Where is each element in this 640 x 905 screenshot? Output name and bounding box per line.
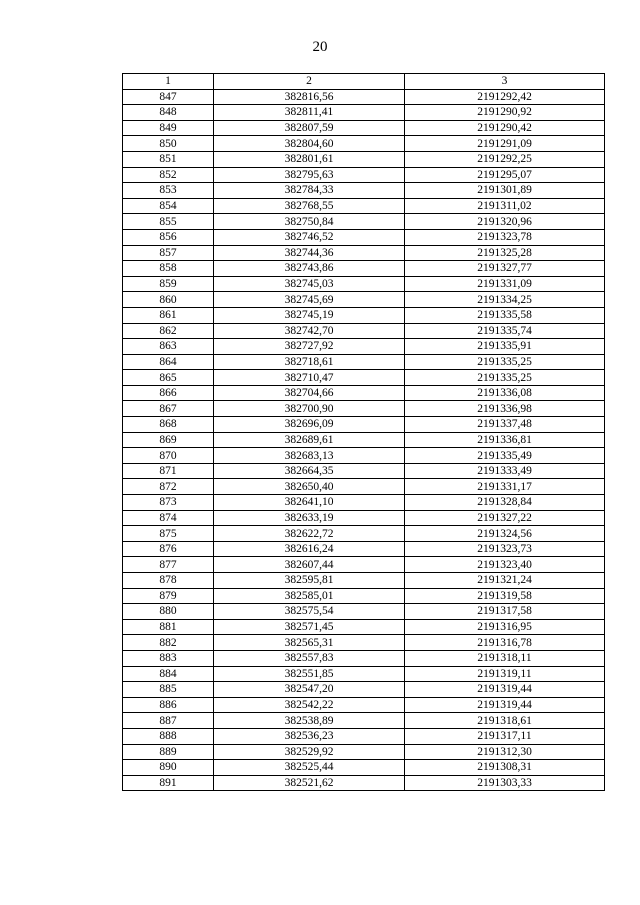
point-number-cell: 889 [123,744,214,760]
table-row [123,198,605,214]
x-coordinate-cell: 382633,19 [214,510,405,526]
x-coordinate-cell: 382801,61 [214,151,405,167]
y-coordinate-cell: 2191295,07 [405,167,605,183]
point-number-cell: 858 [123,261,214,277]
table-row [123,448,605,464]
point-number-cell: 850 [123,136,214,152]
y-coordinate-cell: 2191290,92 [405,105,605,121]
x-coordinate-cell: 382745,19 [214,307,405,323]
y-coordinate-cell: 2191301,89 [405,183,605,199]
x-coordinate-cell: 382664,35 [214,463,405,479]
y-coordinate-cell: 2191318,11 [405,650,605,666]
table-row [123,526,605,542]
x-coordinate-cell: 382521,62 [214,775,405,791]
y-coordinate-cell: 2191327,22 [405,510,605,526]
point-number-cell: 857 [123,245,214,261]
table-row [123,775,605,791]
x-coordinate-cell: 382607,44 [214,557,405,573]
point-number-cell: 885 [123,682,214,698]
point-number-cell: 848 [123,105,214,121]
table-row [123,401,605,417]
x-coordinate-cell: 382784,33 [214,183,405,199]
table-row [123,744,605,760]
y-coordinate-cell: 2191327,77 [405,261,605,277]
y-coordinate-cell: 2191331,17 [405,479,605,495]
point-number-cell: 852 [123,167,214,183]
x-coordinate-cell: 382745,03 [214,276,405,292]
point-number-cell: 880 [123,604,214,620]
x-coordinate-cell: 382565,31 [214,635,405,651]
x-coordinate-cell: 382542,22 [214,697,405,713]
point-number-cell: 873 [123,495,214,511]
x-coordinate-cell: 382804,60 [214,136,405,152]
x-coordinate-cell: 382700,90 [214,401,405,417]
y-coordinate-cell: 2191335,49 [405,448,605,464]
table-row [123,760,605,776]
y-coordinate-cell: 2191291,09 [405,136,605,152]
x-coordinate-cell: 382525,44 [214,760,405,776]
table-row [123,151,605,167]
table-row [123,557,605,573]
x-coordinate-cell: 382743,86 [214,261,405,277]
point-number-cell: 855 [123,214,214,230]
y-coordinate-cell: 2191308,31 [405,760,605,776]
y-coordinate-cell: 2191336,81 [405,432,605,448]
y-coordinate-cell: 2191323,73 [405,541,605,557]
x-coordinate-cell: 382536,23 [214,728,405,744]
y-coordinate-cell: 2191333,49 [405,463,605,479]
table-row [123,604,605,620]
point-number-cell: 882 [123,635,214,651]
column-header-3: 3 [405,74,605,90]
point-number-cell: 863 [123,339,214,355]
x-coordinate-cell: 382571,45 [214,619,405,635]
y-coordinate-cell: 2191318,61 [405,713,605,729]
point-number-cell: 859 [123,276,214,292]
point-number-cell: 887 [123,713,214,729]
column-header-2: 2 [214,74,405,90]
x-coordinate-cell: 382710,47 [214,370,405,386]
x-coordinate-cell: 382816,56 [214,89,405,105]
point-number-cell: 879 [123,588,214,604]
y-coordinate-cell: 2191312,30 [405,744,605,760]
x-coordinate-cell: 382727,92 [214,339,405,355]
point-number-cell: 865 [123,370,214,386]
y-coordinate-cell: 2191335,58 [405,307,605,323]
table-row [123,105,605,121]
point-number-cell: 861 [123,307,214,323]
table-row [123,682,605,698]
x-coordinate-cell: 382641,10 [214,495,405,511]
point-number-cell: 877 [123,557,214,573]
table-row [123,541,605,557]
table-row [123,728,605,744]
table-row [123,495,605,511]
coordinates-table [122,73,605,791]
table-row [123,245,605,261]
point-number-cell: 868 [123,417,214,433]
table-row [123,573,605,589]
x-coordinate-cell: 382795,63 [214,167,405,183]
point-number-cell: 851 [123,151,214,167]
y-coordinate-cell: 2191335,25 [405,370,605,386]
point-number-cell: 856 [123,229,214,245]
y-coordinate-cell: 2191321,24 [405,573,605,589]
table-row [123,292,605,308]
table-row [123,666,605,682]
table-row [123,323,605,339]
table-row [123,385,605,401]
page-number: 20 [312,39,328,55]
table-row [123,635,605,651]
table-row [123,713,605,729]
y-coordinate-cell: 2191320,96 [405,214,605,230]
column-header-1: 1 [123,74,214,90]
point-number-cell: 860 [123,292,214,308]
table-row [123,183,605,199]
table-row [123,214,605,230]
x-coordinate-cell: 382551,85 [214,666,405,682]
y-coordinate-cell: 2191317,58 [405,604,605,620]
point-number-cell: 884 [123,666,214,682]
y-coordinate-cell: 2191325,28 [405,245,605,261]
x-coordinate-cell: 382746,52 [214,229,405,245]
point-number-cell: 870 [123,448,214,464]
point-number-cell: 854 [123,198,214,214]
point-number-cell: 871 [123,463,214,479]
table-row [123,510,605,526]
table-row [123,354,605,370]
x-coordinate-cell: 382768,55 [214,198,405,214]
x-coordinate-cell: 382683,13 [214,448,405,464]
table-row [123,650,605,666]
point-number-cell: 890 [123,760,214,776]
point-number-cell: 869 [123,432,214,448]
y-coordinate-cell: 2191319,11 [405,666,605,682]
x-coordinate-cell: 382538,89 [214,713,405,729]
x-coordinate-cell: 382689,61 [214,432,405,448]
point-number-cell: 875 [123,526,214,542]
point-number-cell: 847 [123,89,214,105]
y-coordinate-cell: 2191290,42 [405,120,605,136]
y-coordinate-cell: 2191323,78 [405,229,605,245]
y-coordinate-cell: 2191323,40 [405,557,605,573]
point-number-cell: 853 [123,183,214,199]
table-row [123,167,605,183]
point-number-cell: 864 [123,354,214,370]
table-row [123,432,605,448]
point-number-cell: 891 [123,775,214,791]
y-coordinate-cell: 2191335,74 [405,323,605,339]
point-number-cell: 874 [123,510,214,526]
y-coordinate-cell: 2191336,08 [405,385,605,401]
point-number-cell: 862 [123,323,214,339]
table-row [123,276,605,292]
point-number-cell: 888 [123,728,214,744]
table-row [123,417,605,433]
y-coordinate-cell: 2191324,56 [405,526,605,542]
table-row [123,370,605,386]
x-coordinate-cell: 382718,61 [214,354,405,370]
table-row [123,120,605,136]
x-coordinate-cell: 382616,24 [214,541,405,557]
y-coordinate-cell: 2191335,25 [405,354,605,370]
y-coordinate-cell: 2191317,11 [405,728,605,744]
y-coordinate-cell: 2191335,91 [405,339,605,355]
y-coordinate-cell: 2191303,33 [405,775,605,791]
x-coordinate-cell: 382745,69 [214,292,405,308]
x-coordinate-cell: 382585,01 [214,588,405,604]
x-coordinate-cell: 382744,36 [214,245,405,261]
y-coordinate-cell: 2191311,02 [405,198,605,214]
x-coordinate-cell: 382704,66 [214,385,405,401]
table-row [123,136,605,152]
x-coordinate-cell: 382575,54 [214,604,405,620]
y-coordinate-cell: 2191292,25 [405,151,605,167]
x-coordinate-cell: 382547,20 [214,682,405,698]
x-coordinate-cell: 382595,81 [214,573,405,589]
point-number-cell: 872 [123,479,214,495]
table-body [123,89,605,791]
point-number-cell: 883 [123,650,214,666]
x-coordinate-cell: 382650,40 [214,479,405,495]
x-coordinate-cell: 382529,92 [214,744,405,760]
x-coordinate-cell: 382696,09 [214,417,405,433]
y-coordinate-cell: 2191336,98 [405,401,605,417]
x-coordinate-cell: 382811,41 [214,105,405,121]
y-coordinate-cell: 2191316,78 [405,635,605,651]
point-number-cell: 878 [123,573,214,589]
x-coordinate-cell: 382750,84 [214,214,405,230]
table-row [123,339,605,355]
point-number-cell: 876 [123,541,214,557]
table-row [123,697,605,713]
y-coordinate-cell: 2191337,48 [405,417,605,433]
table-row [123,229,605,245]
table-row [123,463,605,479]
y-coordinate-cell: 2191292,42 [405,89,605,105]
point-number-cell: 881 [123,619,214,635]
table-row [123,588,605,604]
y-coordinate-cell: 2191316,95 [405,619,605,635]
y-coordinate-cell: 2191319,44 [405,682,605,698]
x-coordinate-cell: 382807,59 [214,120,405,136]
y-coordinate-cell: 2191319,44 [405,697,605,713]
y-coordinate-cell: 2191319,58 [405,588,605,604]
table-header-row [123,74,605,90]
point-number-cell: 886 [123,697,214,713]
point-number-cell: 867 [123,401,214,417]
table-row [123,307,605,323]
table-row [123,619,605,635]
point-number-cell: 849 [123,120,214,136]
x-coordinate-cell: 382557,83 [214,650,405,666]
y-coordinate-cell: 2191328,84 [405,495,605,511]
y-coordinate-cell: 2191331,09 [405,276,605,292]
table-row [123,261,605,277]
x-coordinate-cell: 382742,70 [214,323,405,339]
table-row [123,479,605,495]
table-row [123,89,605,105]
x-coordinate-cell: 382622,72 [214,526,405,542]
point-number-cell: 866 [123,385,214,401]
y-coordinate-cell: 2191334,25 [405,292,605,308]
